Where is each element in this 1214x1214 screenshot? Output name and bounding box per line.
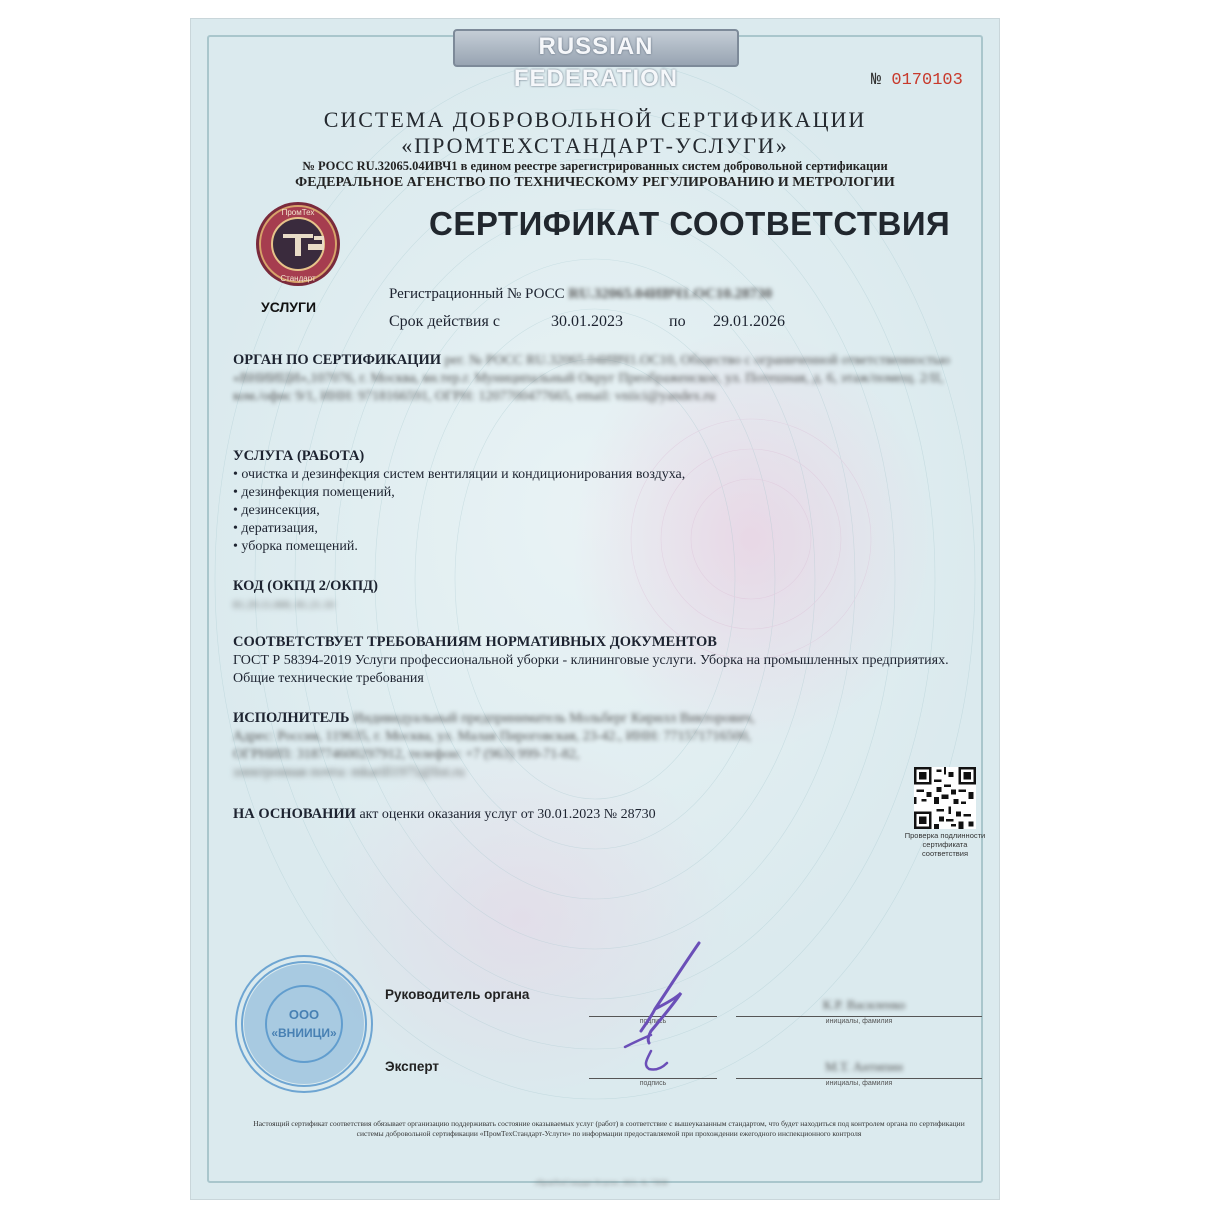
head-name: К.Р. Василенко [822, 997, 906, 1012]
certificate-title: СЕРТИФИКАТ СООТВЕТСТВИЯ [429, 205, 951, 242]
service-item: • дезинфекция помещений, [233, 485, 395, 500]
service-item: • дезинсекция, [233, 503, 320, 518]
organ-heading: ОРГАН ПО СЕРТИФИКАЦИИ [233, 352, 442, 368]
head-name-line [736, 1015, 982, 1017]
expert-sign-caption: подпись [639, 1080, 667, 1087]
head-sign-caption: подпись [639, 1018, 667, 1025]
code-section [233, 577, 953, 614]
footer-note: Настоящий сертификат соответствия обязывает организацию поддерживать состояние оказываемых услуг (работ) в соответствие с вышеуказанным стандартом, что будет находиться под контролем органа по сертификации системы добровольной сертификации «ПромТехСтандарт-Услуги» по информации предоставляемой при прохождении ежегодного инспекционного контроля [253, 1119, 965, 1138]
registration-number [389, 286, 772, 303]
basis-heading: НА ОСНОВАНИИ [233, 806, 356, 822]
executor-line2: Адрес: Россия, 119635, г. Москва, ул. Малая Пироговская, 23-42., ИНН: 771571716500, [233, 729, 751, 744]
basis-text: акт оценки оказания услуг от 30.01.2023 № 28730 [359, 807, 656, 822]
federal-agency: ФЕДЕРАЛЬНОЕ АГЕНСТВО ПО ТЕХНИЧЕСКОМУ РЕГУЛИРОВАНИЮ И МЕТРОЛОГИИ [295, 175, 895, 190]
system-title-line2: «ПРОМТЕХСТАНДАРТ-УСЛУГИ» [401, 133, 789, 158]
validity-period [389, 313, 785, 331]
validity-from: 30.01.2023 [551, 313, 623, 330]
logo-top-text: ПромТех [281, 208, 315, 217]
certificate-sheet [190, 18, 1000, 1200]
system-title-line1: СИСТЕМА ДОБРОВОЛЬНОЙ СЕРТИФИКАЦИИ [323, 107, 867, 132]
expert-name: М.Т. Антипин [825, 1059, 903, 1074]
head-name-caption: инициалы, фамилия [825, 1018, 893, 1025]
print-info: «ПромТехСтандарт-Услуги», 2023, 16, 73930 [534, 1179, 668, 1187]
russian-federation-banner: RUSSIAN FEDERATION [453, 29, 739, 67]
service-section [233, 447, 953, 556]
validity-label: Срок действия с [389, 313, 500, 330]
service-heading: УСЛУГА (РАБОТА) [233, 448, 365, 464]
qr-caption: Проверка подлинности сертификата соответствия [904, 831, 986, 858]
registration-label: Регистрационный № РОСС [389, 286, 565, 302]
organ-section [233, 351, 953, 406]
service-item: • очистка и дезинфекция систем вентиляции и кондиционирования воздуха, [233, 467, 686, 482]
expert-signature-label: Эксперт [385, 1059, 440, 1074]
code-value: 81.29.11.000, 81.21.10 [233, 599, 335, 611]
executor-line4: электронная почта: mkarill1975@list.ru [233, 765, 465, 780]
expert-name-line [736, 1077, 982, 1079]
executor-heading: ИСПОЛНИТЕЛЬ [233, 710, 350, 726]
validity-to-label: по [669, 313, 686, 330]
organ-stamp [229, 949, 379, 1099]
stamp-line2: «ВНИИЦИ» [271, 1026, 337, 1040]
logo-caption: УСЛУГИ [261, 299, 317, 315]
basis-section [233, 805, 953, 824]
serial-number [871, 71, 963, 90]
head-signature-label: Руководитель органа [385, 987, 530, 1002]
code-heading: КОД (ОКПД 2/ОКПД) [233, 578, 378, 594]
executor-section [233, 709, 873, 782]
executor-line3: ОГРНИП: 318774600297912, телефон: +7 (963) 999-71-82, [233, 747, 580, 762]
compliance-heading: СООТВЕТСТВУЕТ ТРЕБОВАНИЯМ НОРМАТИВНЫХ ДОКУМЕНТОВ [233, 634, 717, 650]
service-item: • уборка помещений. [233, 539, 358, 554]
validity-to: 29.01.2026 [713, 313, 785, 330]
serial-value: 0170103 [891, 71, 963, 90]
qr-code-icon[interactable] [914, 767, 976, 829]
expert-name-caption: инициалы, фамилия [825, 1080, 893, 1087]
handwritten-signature [611, 939, 721, 1079]
service-item: • дератизация, [233, 521, 318, 536]
executor-line1: Индивидуальный предприниматель Мольберг Кирилл Викторович, [353, 711, 755, 726]
organ-text: рег. № РОСС RU.32065.04ИВЧ1.ОС10, Общество с ограниченной ответственностью «ВНИИЦИ»,107076, г. Москва, вн.тер.г. Муниципальный Округ Преображенское, ул. Потешная, д. 6, этаж/помещ. 2/II, ком./офис 9/1, ИНН: 9718166591, ОГРН: 1207700477665, email: vniici@yandex.ru [233, 353, 950, 404]
stamp-line1: ООО [288, 1007, 320, 1022]
registry-note: № РОСС RU.32065.04ИВЧ1 в едином реестре зарегистрированных систем добровольной сертификации [302, 159, 888, 173]
promtech-logo-icon [253, 199, 343, 289]
serial-prefix: № [871, 71, 882, 90]
compliance-text: ГОСТ Р 58394-2019 Услуги профессиональной уборки - клининговые услуги. Уборка на промышленных предприятиях. Общие технические требования [233, 653, 949, 686]
logo-bottom-text: Стандарт [280, 274, 316, 283]
compliance-section [233, 633, 953, 688]
registration-value: RU.32065.04ИВЧ1.ОС10.28730 [568, 286, 773, 302]
